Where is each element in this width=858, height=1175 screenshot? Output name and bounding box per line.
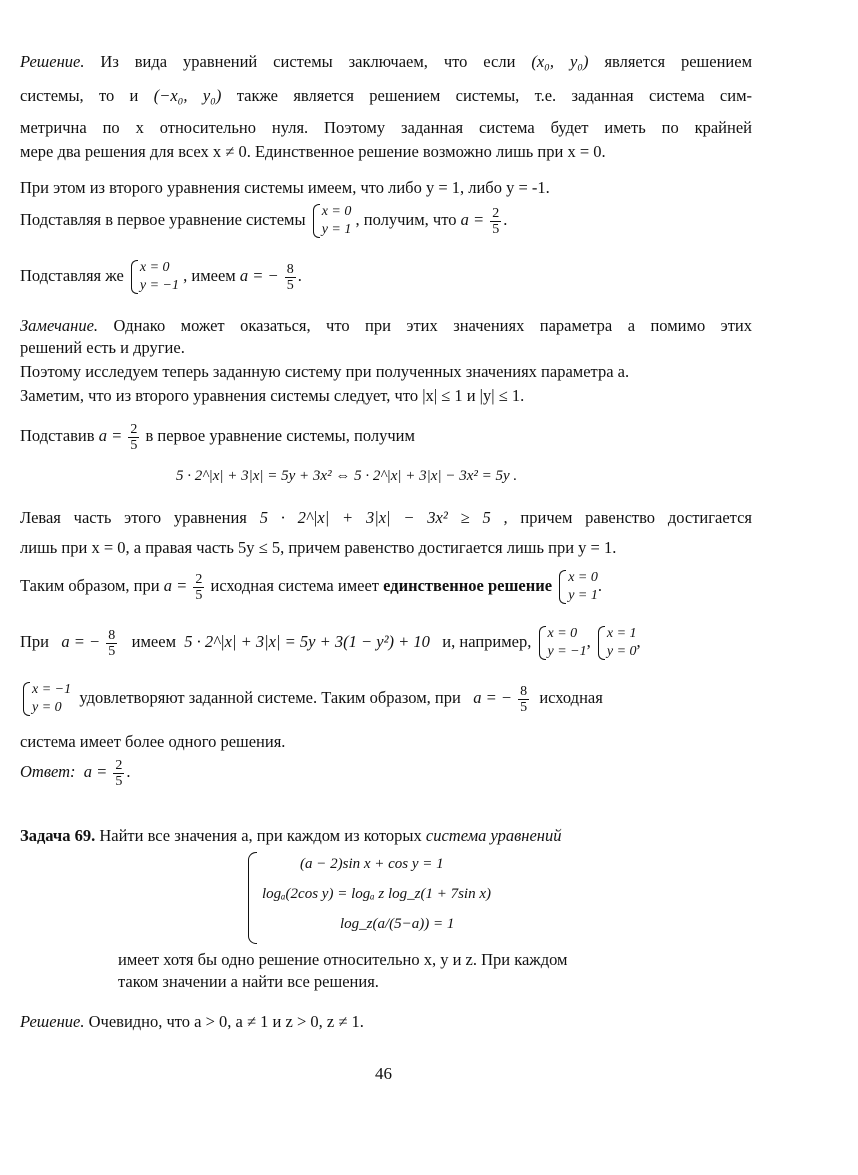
task-label: Задача 69. [20,826,96,845]
p3-line-7: лишь при x = 0, а правая часть 5y ≤ 5, причем равенство достигается лишь при y = 1. [20,538,617,557]
p2-line-3: Подставляя же x = 0 y = −1 , имеем a = − $\frac{8}{5}$ . [20,260,302,294]
p1-line-3: метрична по x относительно нуля. Поэтому заданная система будет иметь по крайней [20,118,752,137]
system-xm1-y0-ex [20,681,71,717]
fraction [490,206,501,237]
sys-row: x = 0 [321,204,352,220]
system-x0-ym1-ex [536,625,587,661]
sys-row: x = 0 [547,626,578,642]
num: 2 [195,571,203,587]
p1-line-2 [20,86,752,106]
math: a = − [239,266,279,285]
p3-line-4: Заметим, что из второго уравнения системы следует, что |x| ≤ 1 и |y| ≤ 1. [20,386,525,405]
math: a = [98,426,123,445]
text: Очевидно, что a > 0, a ≠ 1 и z > 0, z ≠ 1. [88,1012,364,1031]
text: и, например, [442,632,532,651]
p1-line-1 [20,52,752,72]
sys-row: x = 1 [606,626,637,642]
p3-line-1 [20,316,752,336]
sys-row: x = 0 [139,260,170,276]
fraction [193,572,204,603]
text: При [20,632,49,651]
unique-solution-text: единственное решение [383,576,553,595]
system-x0-ym1 [128,259,179,295]
sys-row: y = 0 [606,644,637,660]
text: Подставляя же [20,266,124,285]
num: 2 [115,757,123,773]
p3-line-5 [20,416,415,456]
p2-line-1: При этом из второго уравнения системы имеем, что либо y = 1, либо y = -1. [20,178,550,197]
task69-eq3: log_z(a/(5−a)) = 1 [340,916,455,932]
p3-line-10 [20,676,603,720]
fraction [285,262,296,293]
text: также является решением системы, т.е. заданная система сим- [236,86,753,105]
num: 2 [130,421,138,437]
text: , имеем [183,266,236,285]
formula-1: 5 · 2^|x| + 3|x| = 5y + 3x² ⇔ 5 · 2^|x| + 3|x| − 3x² = 5y . [176,468,518,484]
solution-label: Решение. [20,1012,85,1031]
system-brace [248,852,257,944]
sys-row: x = −1 [32,682,72,698]
sys-row: y = −1 [139,278,179,294]
p3-line-8: Таким образом, при a = $\frac{2}{5}$ исходная система имеет единственное решение x = 0 y = 1 . [20,570,602,604]
text: в первое уравнение системы, получим [145,426,415,445]
system-x0-y1-final [556,569,598,605]
system-x0-y1 [310,203,352,239]
p3-line-11: система имеет более одного решения. [20,732,286,751]
sys-row: y = −1 [547,644,587,660]
math: (−x₀, y₀) [153,86,222,105]
math: 5 · 2^|x| + 3|x| − 3x² ≥ 5 , [259,508,508,527]
sys-row: y = 0 [32,700,62,716]
math: a = − [473,688,512,707]
num: 8 [520,683,528,699]
text: причем равенство достигается [520,508,752,527]
system-x1-y0-ex [595,625,637,661]
text: Левая часть этого уравнения [20,508,247,527]
sys-row: x = 0 [568,570,598,586]
text: Из вида уравнений системы заключаем, что если [100,52,516,71]
answer-label: Ответ: [20,762,76,781]
text: имеем [131,632,177,651]
math: a = [83,762,108,781]
fraction [113,758,124,789]
math: (x₀, y₀) [531,52,589,71]
math: a = [163,576,188,595]
answer-line: Ответ: a = $\frac{2}{5}$ . [20,757,131,789]
math: 5 · 2^|x| + 3|x| = 5y + 3(1 − y²) + 10 [184,632,430,651]
den: 5 [286,277,294,293]
text: система уравнений [425,826,562,845]
text: является решением [604,52,753,71]
fraction [106,628,117,659]
math: a = [460,210,485,229]
task69-line-3: таком значении a найти все решения. [118,972,379,991]
task69-line-1 [20,826,561,846]
remark-label: Замечание. [20,316,99,335]
num: 2 [492,205,500,221]
text: исходная система имеет [210,576,379,595]
task69-eq2: logₐ(2cos y) = logₐ z log_z(1 + 7sin x) [262,886,491,902]
num: 8 [286,261,294,277]
den: 5 [492,221,500,237]
page-number: 46 [375,1064,392,1083]
den: 5 [520,699,528,715]
task69-line-2: имеет хотя бы одно решение относительно x, y и z. При каждом [118,950,568,969]
num: 8 [108,627,116,643]
text: Подставив [20,426,95,445]
text: исходная [539,688,603,707]
text: Однако может оказаться, что при этих значениях параметра a помимо этих [113,316,753,335]
solution-label: Решение. [20,52,85,71]
math: a = − [61,632,101,651]
p3-line-2: решений есть и другие. [20,338,185,357]
text: Найти все значения a, при каждом из которых [99,826,422,845]
p1-line-4: мере два решения для всех x ≠ 0. Единственное решение возможно лишь при x = 0. [20,142,606,161]
fraction [128,422,139,453]
task69-solution [20,1012,364,1032]
text: , получим, что [355,210,457,229]
sys-row: y = 1 [568,588,598,604]
text: Таким образом, при [20,576,160,595]
sys-row: y = 1 [321,222,352,238]
den: 5 [195,587,203,603]
den: 5 [115,773,123,789]
p3-line-6 [20,508,752,528]
text: удовлетворяют заданной системе. Таким образом, при [79,688,461,707]
p2-line-2: Подставляя в первое уравнение системы x = 0 y = 1 , получим, что a = $\frac{2}{5}$ . [20,204,508,238]
den: 5 [130,437,138,453]
text: Подставляя в первое уравнение системы [20,210,306,229]
den: 5 [108,643,116,659]
task69-eq1: (a − 2)sin x + cos y = 1 [300,856,444,872]
fraction [518,684,529,715]
p3-line-3: Поэтому исследуем теперь заданную систему при полученных значениях параметра a. [20,362,630,381]
p3-line-9: При a = − $\frac{8}{5}$ имеем 5 · 2^|x| + 3|x| = 5y + 3(1 − y²) + 10 и, например, x = 0 y = −1 , x = 1 y = 0 , [20,626,641,660]
task69-system [248,852,548,944]
text: системы, то и [20,86,139,105]
